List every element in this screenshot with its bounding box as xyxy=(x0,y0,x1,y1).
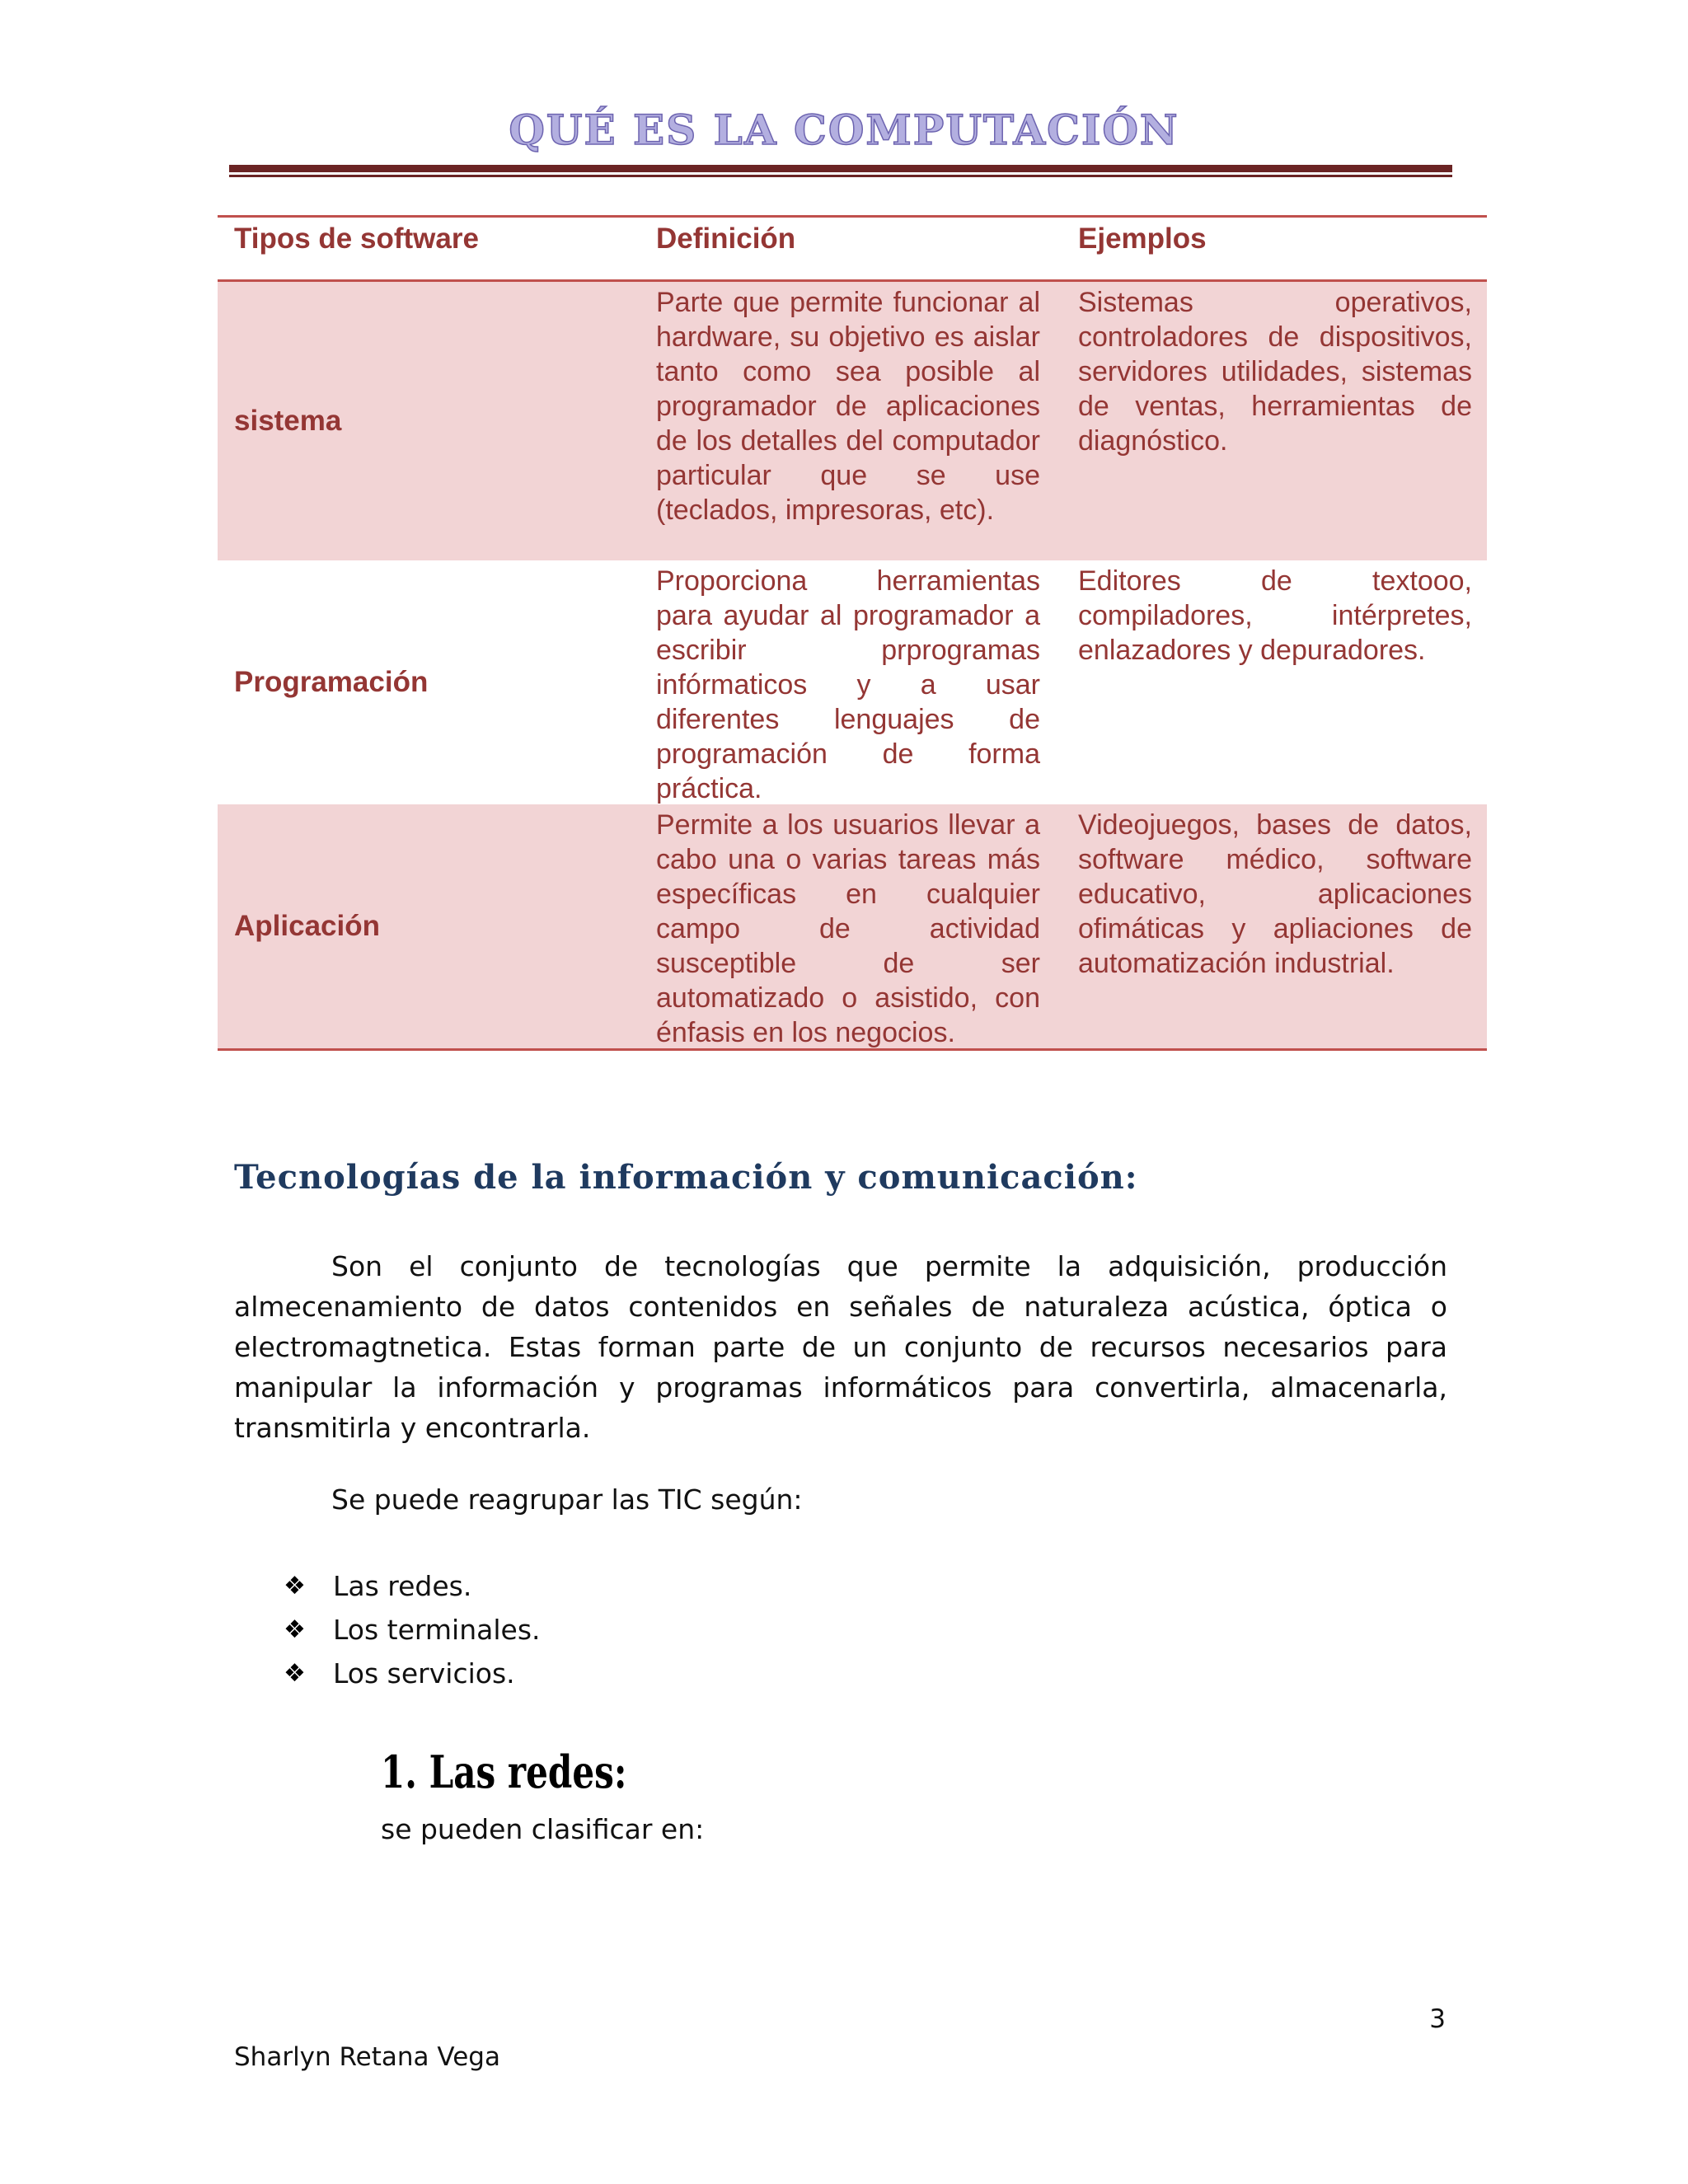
definition-cell: Permite a los usuarios llevar a cabo una o varias tareas más específicas en cualquier campo de actividad susceptible de ser automatizado o asistido, con énfasis en los negocios. xyxy=(656,809,1040,1048)
column-header-type: Tipos de software xyxy=(234,223,479,255)
table-row xyxy=(218,804,1487,1051)
table-header-row xyxy=(218,215,1487,282)
examples-cell: Videojuegos, bases de datos, software médico, software educativo, aplicaciones ofimáticas y apliaciones de automatización industrial. xyxy=(1078,809,1472,979)
list-item xyxy=(284,1564,541,1608)
title-rule xyxy=(229,165,1452,172)
list-item xyxy=(284,1608,541,1652)
page-number: 3 xyxy=(1429,2004,1446,2034)
list-item-text: Los terminales. xyxy=(333,1614,541,1646)
tic-heading: Tecnologías de la información y comunicación: xyxy=(234,1158,1138,1197)
examples-cell: Sistemas operativos, controladores de dispositivos, servidores utilidades, sistemas de ventas, herramientas de diagnóstico. xyxy=(1078,287,1472,457)
software-type-programacion: Programación xyxy=(234,666,429,698)
list-item-text: Las redes. xyxy=(333,1570,472,1602)
footer-author: Sharlyn Retana Vega xyxy=(234,2042,500,2072)
column-header-definition: Definición xyxy=(656,223,796,255)
diamond-bullet-icon: ❖ xyxy=(284,1572,306,1601)
software-type-sistema: sistema xyxy=(234,405,342,437)
redes-heading: 1. Las redes: xyxy=(381,1746,627,1798)
tic-paragraph-text: Son el conjunto de tecnologías que permite la adquisición, producción almecenamiento de datos contenidos en señales de naturaleza acústica, óptica o electromagtnetica. Estas forman parte de un conjunto de recursos necesarios para manipular la información y programas informáticos para convertirla, almacenarla, transmitirla y encontrarla. xyxy=(234,1250,1447,1444)
table-row xyxy=(218,282,1487,560)
examples-cell: Editores de textooo, compiladores, intérpretes, enlazadores y depuradores. xyxy=(1078,565,1472,666)
software-type-aplicacion: Aplicación xyxy=(234,910,380,942)
list-item-text: Los servicios. xyxy=(333,1657,515,1690)
diamond-bullet-icon: ❖ xyxy=(284,1615,306,1644)
redes-text: se pueden clasificar en: xyxy=(381,1813,705,1845)
list-item xyxy=(284,1652,541,1695)
tic-paragraph xyxy=(234,1246,1447,1448)
definition-cell: Parte que permite funcionar al hardware, su objetivo es aislar tanto como sea posible al programador de aplicaciones de los detalles del computador particular que se use (teclados, impresoras, etc). xyxy=(656,287,1040,526)
column-header-examples: Ejemplos xyxy=(1078,223,1207,255)
diamond-bullet-icon: ❖ xyxy=(284,1659,306,1688)
tic-intro: Se puede reagrupar las TIC según: xyxy=(331,1483,803,1516)
table-row xyxy=(218,560,1487,804)
software-types-table xyxy=(218,215,1487,1051)
title-rule-thin xyxy=(229,175,1452,177)
tic-list xyxy=(284,1564,541,1695)
page-title: QUÉ ES LA COMPUTACIÓN xyxy=(509,105,1179,154)
definition-cell: Proporciona herramientas para ayudar al programador a escribir prprogramas infórmaticos y a usar diferentes lenguajes de programación de forma práctica. xyxy=(656,565,1040,804)
